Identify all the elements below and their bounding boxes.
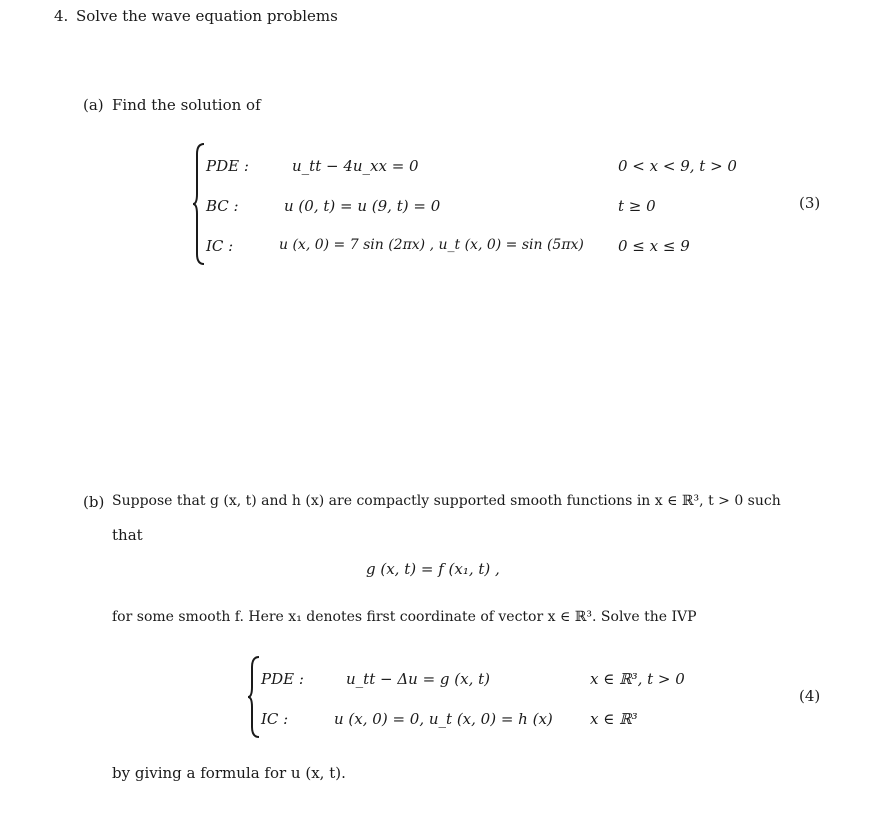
part-a-bc-eq: u (0, t) = u (9, t) = 0 xyxy=(284,197,441,215)
part-a-intro: Find the solution of xyxy=(112,96,261,114)
part-b-closing: by giving a formula for u (x, t). xyxy=(112,764,346,782)
part-a-label: (a) xyxy=(83,96,104,114)
part-b-left-brace xyxy=(247,655,261,739)
part-a-ic-eq: u (x, 0) = 7 sin (2πx) , u_t (x, 0) = sin (5πx) xyxy=(279,237,584,253)
equation-number-4: (4) xyxy=(799,687,821,705)
part-a-pde-eq: u_tt − 4u_xx = 0 xyxy=(292,157,419,175)
equation-number-3: (3) xyxy=(799,194,821,212)
problem-title: Solve the wave equation problems xyxy=(76,7,338,25)
part-b-line1: Suppose that g (x, t) and h (x) are compactly supported smooth functions in x ∈ ℝ³, t > 0 such xyxy=(112,493,781,509)
part-b-display-eq: g (x, t) = f (x₁, t) , xyxy=(366,560,500,578)
part-b-ic-tag: IC : xyxy=(261,710,289,728)
part-a-pde-tag: PDE : xyxy=(206,157,249,175)
part-b-pde-eq: u_tt − Δu = g (x, t) xyxy=(346,670,491,688)
part-b-ic-cond: x ∈ ℝ³ xyxy=(590,710,638,728)
problem-number: 4. xyxy=(54,7,69,25)
part-a-left-brace xyxy=(192,142,206,266)
part-b-line2: that xyxy=(112,526,143,544)
part-a-pde-cond: 0 < x < 9, t > 0 xyxy=(618,157,737,175)
part-b-pde-tag: PDE : xyxy=(261,670,304,688)
part-b-label: (b) xyxy=(83,493,105,511)
part-a-bc-cond: t ≥ 0 xyxy=(618,197,656,215)
part-b-pde-cond: x ∈ ℝ³, t > 0 xyxy=(590,670,685,688)
part-a-ic-cond: 0 ≤ x ≤ 9 xyxy=(618,237,690,255)
part-b-line3: for some smooth f. Here x₁ denotes first coordinate of vector x ∈ ℝ³. Solve the IVP xyxy=(112,609,697,625)
part-a-bc-tag: BC : xyxy=(206,197,239,215)
part-b-ic-eq: u (x, 0) = 0, u_t (x, 0) = h (x) xyxy=(334,710,553,728)
part-a-ic-tag: IC : xyxy=(206,237,234,255)
